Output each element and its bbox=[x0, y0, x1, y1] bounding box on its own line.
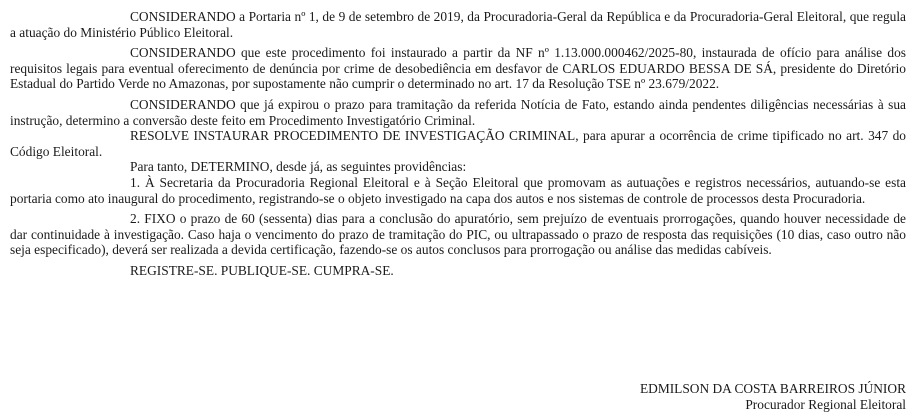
paragraph-considerando-portaria: CONSIDERANDO a Portaria nº 1, de 9 de setembro de 2019, da Procuradoria-Geral da República e da Procuradoria-Geral Eleitoral, que regula a atuação do Ministério Público Eleitoral. bbox=[10, 9, 906, 40]
paragraph-considerando-prazo: CONSIDERANDO que já expirou o prazo para tramitação da referida Notícia de Fato, estando ainda pendentes diligências necessárias à sua instrução, determino a conversão deste feito em Procedimento Investigatório Criminal. bbox=[10, 96, 906, 128]
paragraph-item-2: 2. FIXO o prazo de 60 (sessenta) dias para a conclusão do apuratório, sem prejuízo de eventuais prorrogações, quando houver necessidade de dar continuidade à investigação. Caso haja o vencimento do prazo de tramitação do PIC, ou ultrapassado o prazo de resposta das requisições (10 dias, caso outro não seja especificado), deverá ser realizada a devida certificação, fazendo-se os autos conclusos para prorrogação ou análise das medidas cabíveis. bbox=[10, 211, 906, 258]
signatory-name: EDMILSON DA COSTA BARREIROS JÚNIOR bbox=[639, 381, 906, 396]
paragraph-determino: Para tanto, DETERMINO, desde já, as seguintes providências: bbox=[130, 159, 467, 175]
signatory-title: Procurador Regional Eleitoral bbox=[745, 397, 906, 412]
paragraph-resolve: RESOLVE INSTAURAR PROCEDIMENTO DE INVESTIGAÇÃO CRIMINAL, para apurar a ocorrência de crime tipificado no art. 347 do Código Eleitoral. bbox=[10, 128, 906, 159]
document-body bbox=[10, 9, 906, 279]
paragraph-item-1: 1. À Secretaria da Procuradoria Regional Eleitoral e à Seção Eleitoral que promovam as autuações e registros necessários, autuando-se esta portaria como ato inaugural do procedimento, registrando-se o objeto investigado na capa dos autos e nos sistemas de controle de processos desta Procuradoria. bbox=[10, 174, 906, 206]
signature-block bbox=[640, 381, 906, 413]
paragraph-registre: REGISTRE-SE. PUBLIQUE-SE. CUMPRA-SE. bbox=[130, 262, 394, 278]
paragraph-considerando-instauracao: CONSIDERANDO que este procedimento foi instaurado a partir da NF nº 1.13.000.000462/2025-80, instaurada de ofício para análise dos requisitos legais para eventual oferecimento de denúncia por crime de desobediência em desfavor de CARLOS EDUARDO BESSA DE SÁ, presidente do Diretório Estadual do Partido Verde no Amazonas, por supostamente não cumprir o determinado no art. 17 da Resolução TSE nº 23.679/2022. bbox=[10, 45, 906, 92]
